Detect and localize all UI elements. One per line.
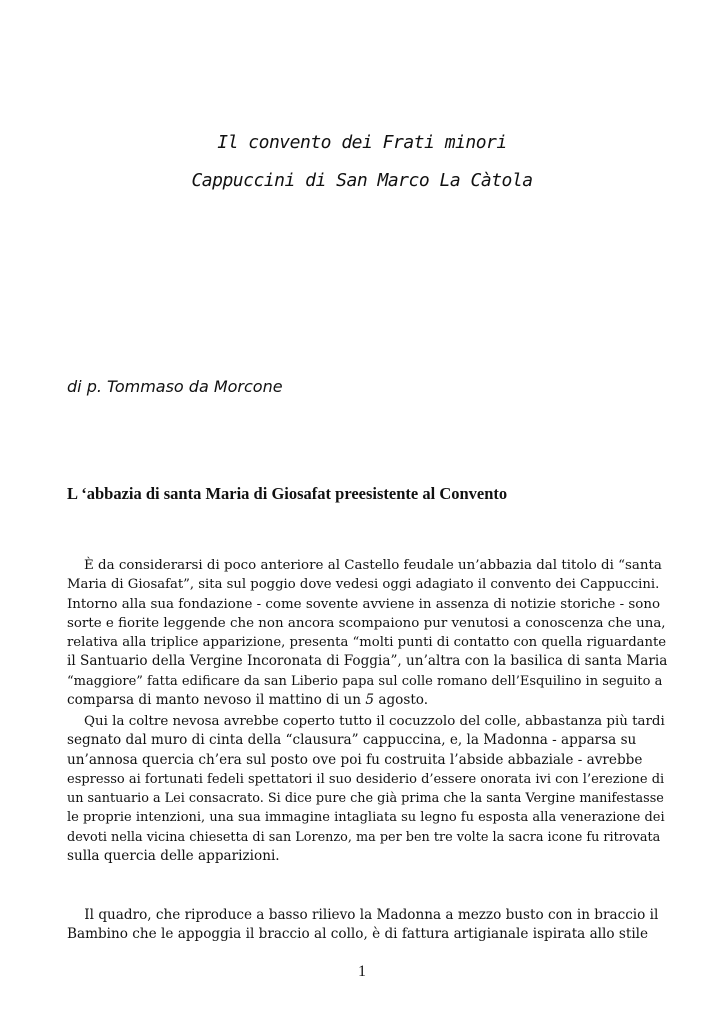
text-line: espresso ai fortunati fedeli spettatori il suo desiderio d’essere onorata ivi con l’erezione di [67,771,665,787]
text-line: sulla quercia delle apparizioni. [67,848,280,865]
text-line [67,691,667,710]
text-line: “maggiore” fatta edificare da san Liberio papa sul colle romano dell’Esquilino in seguito a [67,673,663,689]
text-line: un santuario a Lei consacrato. Si dice pure che già prima che la santa Vergine manifestasse [67,791,664,807]
paragraph-1 [67,556,667,710]
text-run: agosto. [374,692,429,709]
text-line: Il quadro, che riproduce a basso rilievo la Madonna a mezzo busto con in braccio il [67,907,659,923]
text-run: comparsa di manto nevoso il mattino di un [67,692,366,709]
text-line: Bambino che le appoggia il braccio al collo, è di fattura artigianale ispirata allo stile [67,926,649,943]
italic-date: 5 [365,692,375,709]
text-line: È da considerarsi di poco anteriore al Castello feudale un’abbazia dal titolo di “santa [67,558,662,573]
text-line: le proprie intenzioni, una sua immagine intagliata su legno fu esposta alla venerazione dei [67,810,665,826]
text-line: un’annosa quercia ch’era sul posto ove poi fu costruita l’abside abbaziale - avrebbe [67,751,643,768]
text-line: segnato dal muro di cinta della “clausura” cappuccina, e, la Madonna - apparsa su [67,732,637,749]
paragraph-3 [67,906,667,945]
text-line: relativa alla triplice apparizione, presenta “molti punti di contatto con quella riguardante [67,635,667,651]
document-title [0,124,724,200]
text-line: Qui la coltre nevosa avrebbe coperto tutto il cocuzzolo del colle, abbastanza più tardi [67,714,665,729]
title-line-2: Cappuccini di San Marco La Càtola [191,170,533,191]
text-line: il Santuario della Vergine Incoronata di Foggia”, un’altra con la basilica di santa Maria [67,653,668,670]
title-line-1: Il convento dei Frati minori [217,132,507,153]
paragraph-2 [67,712,667,866]
text-line: Intorno alla sua fondazione - come sovente avviene in assenza di notizie storiche - sono [67,596,660,612]
text-line: Maria di Giosafat”, sita sul poggio dove vedesi oggi adagiato il convento dei Cappuccini. [67,577,660,593]
text-line: devoti nella vicina chiesetta di san Lorenzo, ma per ben tre volte la sacra icone fu ritrovata [67,829,661,845]
section-heading: L ‘abbazia di santa Maria di Giosafat preesistente al Convento [67,484,508,503]
author-byline: di p. Tommaso da Morcone [67,377,283,396]
page-number: 1 [358,963,366,980]
text-line: sorte e fiorite leggende che non ancora scompaiono pur venutosi a conoscenza che una, [67,615,666,631]
